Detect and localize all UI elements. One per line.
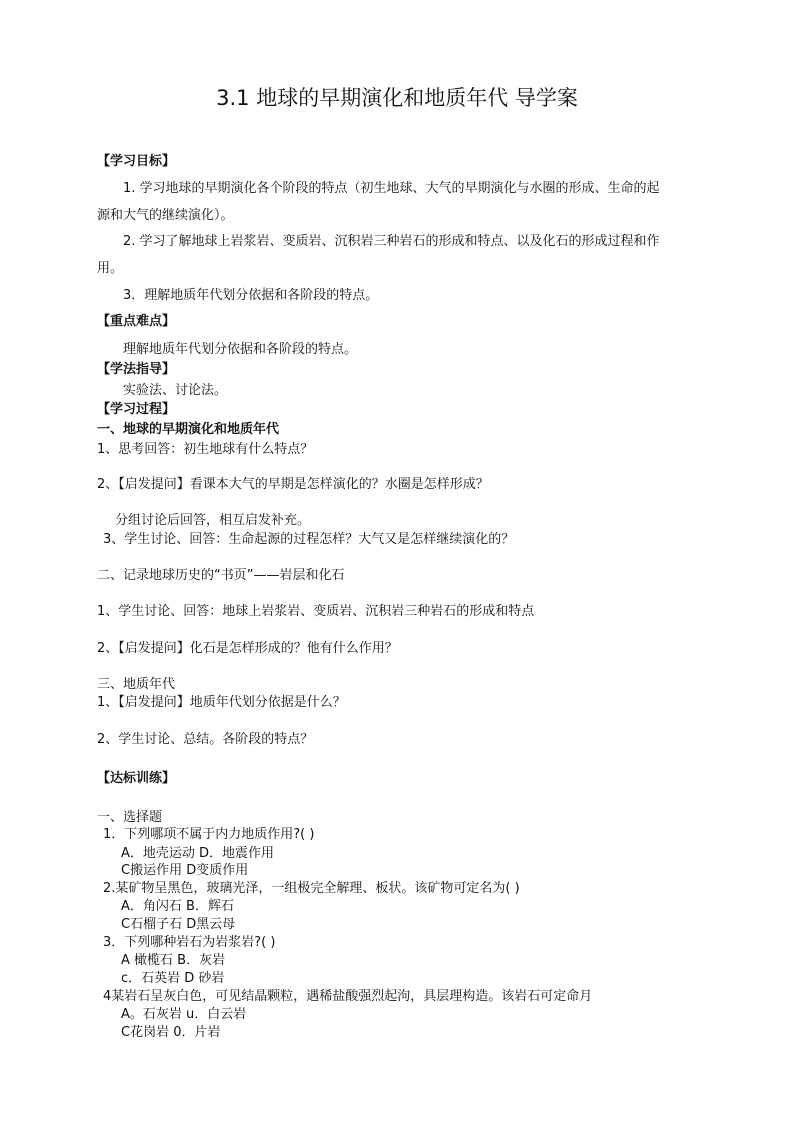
- part-3-title: 三、地质年代: [97, 677, 176, 692]
- question-3-options-cd: c．石英岩 D 砂岩: [121, 971, 225, 986]
- part-2-title: 二、记录地球历史的“书页”——岩层和化石: [97, 568, 345, 583]
- goal-1-line-1: 1. 学习地球的早期演化各个阶段的特点（初生地球、大气的早期演化与水圈的形成、生命的起: [123, 181, 660, 196]
- question-1: 1．下列哪项不属于内力地质作用?( ): [103, 827, 315, 842]
- training-header: 【达标训练】: [97, 771, 176, 786]
- part-1-question-2-note: 分组讨论后回答，相互启发补充。: [115, 513, 311, 528]
- question-4-options-ab: A。石灰岩 u．白云岩: [121, 1007, 247, 1022]
- part-1-question-3: 3、学生讨论、回答：生命起源的过程怎样？大气又是怎样继续演化的？: [103, 532, 515, 547]
- process-header: 【学习过程】: [97, 402, 176, 417]
- goal-2-line-1: 2. 学习了解地球上岩浆岩、变质岩、沉积岩三种岩石的形成和特点、以及化石的形成过程和作: [123, 234, 660, 249]
- goal-1-line-2: 源和大气的继续演化）。: [97, 208, 234, 223]
- question-2: 2.某矿物呈黑色，玻璃光泽，一组极完全解理、板状。该矿物可定名为( ): [103, 881, 520, 896]
- part-1-question-2: 2、【启发提问】看课本大气的早期是怎样演化的？水圈是怎样形成？: [97, 477, 489, 492]
- goals-header: 【学习目标】: [97, 154, 176, 169]
- method-text: 实验法、讨论法。: [123, 383, 228, 398]
- key-text: 理解地质年代划分依据和各阶段的特点。: [123, 342, 358, 357]
- page-title: 3.1 地球的早期演化和地质年代 导学案: [216, 86, 578, 110]
- method-header: 【学法指导】: [97, 362, 176, 377]
- goal-3: 3．理解地质年代划分依据和各阶段的特点。: [123, 288, 379, 303]
- part-1-title: 一、地球的早期演化和地质年代: [97, 422, 280, 437]
- choice-section-title: 一、选择题: [97, 810, 163, 825]
- goal-2-line-2: 用。: [97, 261, 124, 276]
- part-3-question-2: 2、学生讨论、总结。各阶段的特点？: [97, 732, 314, 747]
- question-3: 3．下列哪种岩石为岩浆岩?( ): [103, 935, 276, 950]
- part-2-question-2: 2、【启发提问】化石是怎样形成的？他有什么作用？: [97, 641, 398, 656]
- question-4-options-cd: C花岗岩 0．片岩: [121, 1025, 221, 1040]
- question-1-options-cd: C搬运作用 D变质作用: [121, 863, 249, 878]
- question-3-options-ab: A 橄榄石 B．灰岩: [121, 953, 226, 968]
- part-1-question-1: 1、思考回答：初生地球有什么特点？: [97, 442, 314, 457]
- key-header: 【重点难点】: [97, 314, 176, 329]
- question-4: 4某岩石呈灰白色，可见结晶颗粒，遇稀盐酸强烈起泃，具层理构造。该岩石可定命月: [103, 989, 593, 1004]
- question-1-options-ab: A．地壳运动 D．地震作用: [121, 846, 275, 861]
- question-2-options-cd: C石榴子石 D黑云母: [121, 917, 236, 932]
- question-2-options-ab: A．角闪石 B．辉石: [121, 899, 234, 914]
- part-2-question-1: 1、学生讨论、回答：地球上岩浆岩、变质岩、沉积岩三种岩石的形成和特点: [97, 604, 535, 619]
- part-3-question-1: 1、【启发提问】地质年代划分依据是什么？: [97, 695, 346, 710]
